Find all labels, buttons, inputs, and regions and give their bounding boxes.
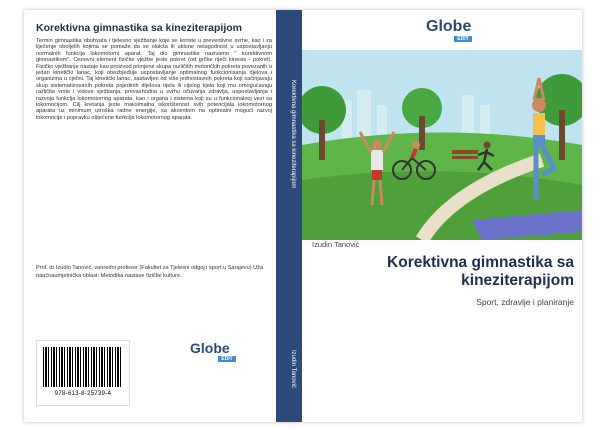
front-title: Korektivna gimnastika sa kineziterapijom [387,254,574,289]
author-bio: Prof. dr Izudin Tanović, vanredni profesor (Fakultet za Tjelesni odgoj i sport u Sarajevu) Uža naučnaumjetnička oblast: Metodika nastave fizičke kulture. [36,265,264,279]
logo-text: Globe [426,18,472,35]
front-subtitle: Sport, zdravlje i planiranje [476,297,574,307]
front-author: Izudin Tanović [312,240,360,249]
back-cover [24,10,276,422]
book-cover [24,10,582,422]
publisher-logo-back [190,340,236,362]
spine [276,10,302,422]
publisher-logo-front [426,18,472,42]
logo-text: Globe [190,340,230,356]
logo-sub: EDIT [454,36,472,42]
spine-author: Izudin Tanović [290,350,296,388]
barcode-icon [43,347,123,387]
spine-title: Korektivna gimnastika sa kineziterapijom [290,80,296,189]
isbn: 978-613-8-25739-4 [54,391,112,397]
back-cover-title: Korektivna gimnastika sa kineziterapijom [36,22,242,34]
illustration-svg [302,50,582,240]
park-fitness-illustration [302,50,582,240]
logo-sub: EDIT [218,356,236,362]
front-cover [302,10,582,422]
barcode [36,340,130,406]
back-cover-description: Termin gimnastika obuhvata i tjelesno vježbanje koje se koriste u preventivne svrhe, kao i za liječenje oboljelih kojima se pomaže da se olakša ili uklone nelagodnost u uspostavljanju normalnih funkcija lokomotorni aparat. Taj dio gimnastike nazivamo " korektivnom gimnastikom". Osnovni element fizičke vježbe jeste pokret (od grčke riječi kinesis - pokret). Fizičko vježbanje nastaje kao proizvod primjene skupa različitih motoričkih pokreta povezanih u jedan kinetički lanac, koji obezbjeđuje uspostavljanje optimalnog funkcionisanja djelova i organizma u cjelini. Taj kinetički lanac, sastavljen od više jednostavnih pokreta koji sačinjavaju skup sistematizovanih pokreta pojedinih dijelova tijela ili cijelog tijela koji mu omogućavaju različite vrste i vidove vježbanja, prevashodno u svrhu očuvanja zdravlja, uspostavljanja i razvoja funkcija lokomotornog aparata, kao i organa i sistema koji su u funkcionalnoj vezi sa lokomocijom. Cilj kretanja jeste maksimalna iskorištenost svih potencijala lokomotornog aparata uz minimum utroška radne energije, sa akcentom na optimalni mogući razvoj lokomocije i popravku oštećene funkcije lokomotornog aparata. [36,38,272,121]
